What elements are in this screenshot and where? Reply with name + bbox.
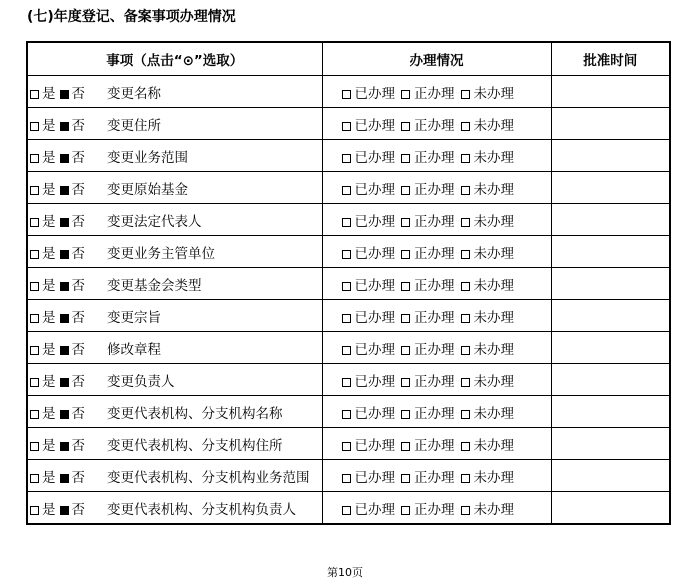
- status-done-label: 已办理: [354, 309, 395, 326]
- approval-time-cell[interactable]: [551, 300, 670, 332]
- table-row: [27, 140, 670, 172]
- item-name: 变更法定代表人: [107, 213, 202, 230]
- no-checkbox[interactable]: [60, 378, 69, 387]
- status-not-done-label: 未办理: [473, 501, 514, 518]
- status-not-done-checkbox[interactable]: [461, 218, 470, 227]
- status-done-checkbox[interactable]: [342, 314, 351, 323]
- approval-time-cell[interactable]: [551, 172, 670, 204]
- no-label: 否: [71, 277, 85, 294]
- status-not-done-label: 未办理: [473, 469, 514, 486]
- status-in-progress-checkbox[interactable]: [401, 410, 410, 419]
- no-checkbox[interactable]: [60, 410, 69, 419]
- yes-label: 是: [42, 373, 56, 390]
- status-in-progress-label: 正办理: [414, 341, 455, 358]
- status-in-progress-checkbox[interactable]: [401, 154, 410, 163]
- status-not-done-label: 未办理: [473, 181, 514, 198]
- status-not-done-checkbox[interactable]: [461, 410, 470, 419]
- status-cell: [322, 140, 551, 172]
- yes-checkbox[interactable]: [30, 122, 39, 131]
- status-not-done-label: 未办理: [473, 309, 514, 326]
- status-in-progress-checkbox[interactable]: [401, 506, 410, 515]
- yes-label: 是: [42, 501, 56, 518]
- item-cell: [27, 300, 322, 332]
- yes-checkbox[interactable]: [30, 378, 39, 387]
- status-in-progress-checkbox[interactable]: [401, 250, 410, 259]
- yes-checkbox[interactable]: [30, 154, 39, 163]
- status-not-done-checkbox[interactable]: [461, 122, 470, 131]
- approval-time-cell[interactable]: [551, 492, 670, 525]
- no-checkbox[interactable]: [60, 90, 69, 99]
- no-checkbox[interactable]: [60, 154, 69, 163]
- status-done-checkbox[interactable]: [342, 154, 351, 163]
- status-done-label: 已办理: [354, 437, 395, 454]
- status-done-checkbox[interactable]: [342, 474, 351, 483]
- approval-time-cell[interactable]: [551, 460, 670, 492]
- status-not-done-checkbox[interactable]: [461, 186, 470, 195]
- status-in-progress-label: 正办理: [414, 277, 455, 294]
- no-checkbox[interactable]: [60, 442, 69, 451]
- status-done-label: 已办理: [354, 341, 395, 358]
- status-cell: [322, 428, 551, 460]
- no-checkbox[interactable]: [60, 218, 69, 227]
- item-name: 变更名称: [107, 85, 161, 102]
- status-in-progress-checkbox[interactable]: [401, 218, 410, 227]
- item-cell: [27, 204, 322, 236]
- item-cell: [27, 428, 322, 460]
- status-cell: [322, 236, 551, 268]
- status-in-progress-label: 正办理: [414, 309, 455, 326]
- status-not-done-label: 未办理: [473, 245, 514, 262]
- no-label: 否: [71, 469, 85, 486]
- no-label: 否: [71, 85, 85, 102]
- yes-checkbox[interactable]: [30, 346, 39, 355]
- registration-table: [26, 41, 671, 525]
- item-name: 变更业务主管单位: [107, 245, 215, 262]
- status-not-done-checkbox[interactable]: [461, 282, 470, 291]
- status-in-progress-label: 正办理: [414, 117, 455, 134]
- status-in-progress-label: 正办理: [414, 405, 455, 422]
- yes-checkbox[interactable]: [30, 506, 39, 515]
- status-in-progress-checkbox[interactable]: [401, 474, 410, 483]
- status-cell: [322, 492, 551, 525]
- status-done-checkbox[interactable]: [342, 442, 351, 451]
- yes-label: 是: [42, 85, 56, 102]
- no-checkbox[interactable]: [60, 186, 69, 195]
- status-not-done-label: 未办理: [473, 405, 514, 422]
- status-cell: [322, 204, 551, 236]
- status-not-done-checkbox[interactable]: [461, 90, 470, 99]
- no-checkbox[interactable]: [60, 314, 69, 323]
- no-checkbox[interactable]: [60, 122, 69, 131]
- status-not-done-checkbox[interactable]: [461, 250, 470, 259]
- status-not-done-label: 未办理: [473, 341, 514, 358]
- yes-checkbox[interactable]: [30, 282, 39, 291]
- item-name: 变更业务范围: [107, 149, 188, 166]
- approval-time-cell[interactable]: [551, 76, 670, 108]
- status-in-progress-checkbox[interactable]: [401, 442, 410, 451]
- status-in-progress-label: 正办理: [414, 373, 455, 390]
- status-done-label: 已办理: [354, 245, 395, 262]
- item-cell: [27, 140, 322, 172]
- yes-checkbox[interactable]: [30, 442, 39, 451]
- status-in-progress-label: 正办理: [414, 245, 455, 262]
- status-not-done-checkbox[interactable]: [461, 506, 470, 515]
- item-name: 变更宗旨: [107, 309, 161, 326]
- status-cell: [322, 460, 551, 492]
- status-done-label: 已办理: [354, 85, 395, 102]
- yes-label: 是: [42, 149, 56, 166]
- status-cell: [322, 76, 551, 108]
- item-name: 变更住所: [107, 117, 161, 134]
- yes-label: 是: [42, 181, 56, 198]
- yes-checkbox[interactable]: [30, 474, 39, 483]
- header-item: 事项（点击“⊙”选取）: [27, 42, 322, 76]
- approval-time-cell[interactable]: [551, 204, 670, 236]
- status-not-done-checkbox[interactable]: [461, 442, 470, 451]
- status-in-progress-label: 正办理: [414, 501, 455, 518]
- table-row: [27, 460, 670, 492]
- yes-checkbox[interactable]: [30, 218, 39, 227]
- item-cell: [27, 268, 322, 300]
- item-cell: [27, 332, 322, 364]
- no-label: 否: [71, 245, 85, 262]
- status-cell: [322, 396, 551, 428]
- item-name: 变更代表机构、分支机构名称: [107, 405, 283, 422]
- status-done-label: 已办理: [354, 117, 395, 134]
- status-in-progress-checkbox[interactable]: [401, 90, 410, 99]
- status-done-label: 已办理: [354, 149, 395, 166]
- yes-checkbox[interactable]: [30, 410, 39, 419]
- page-number: 第10页: [327, 566, 363, 579]
- item-cell: [27, 492, 322, 525]
- status-done-checkbox[interactable]: [342, 378, 351, 387]
- no-checkbox[interactable]: [60, 506, 69, 515]
- yes-label: 是: [42, 213, 56, 230]
- status-done-checkbox[interactable]: [342, 90, 351, 99]
- item-name: 修改章程: [107, 341, 161, 358]
- section-title: (七)年度登记、备案事项办理情况: [27, 9, 236, 25]
- status-not-done-label: 未办理: [473, 213, 514, 230]
- table-row: [27, 428, 670, 460]
- status-cell: [322, 268, 551, 300]
- yes-label: 是: [42, 309, 56, 326]
- status-not-done-checkbox[interactable]: [461, 314, 470, 323]
- status-done-checkbox[interactable]: [342, 186, 351, 195]
- table-row: [27, 108, 670, 140]
- no-checkbox[interactable]: [60, 346, 69, 355]
- status-done-checkbox[interactable]: [342, 410, 351, 419]
- status-done-label: 已办理: [354, 213, 395, 230]
- status-in-progress-label: 正办理: [414, 469, 455, 486]
- status-cell: [322, 364, 551, 396]
- item-name: 变更代表机构、分支机构负责人: [107, 501, 296, 518]
- no-label: 否: [71, 373, 85, 390]
- status-done-label: 已办理: [354, 501, 395, 518]
- item-name: 变更基金会类型: [107, 277, 202, 294]
- item-cell: [27, 236, 322, 268]
- no-label: 否: [71, 405, 85, 422]
- status-not-done-label: 未办理: [473, 149, 514, 166]
- header-approval-time: 批准时间: [551, 42, 670, 76]
- status-done-checkbox[interactable]: [342, 122, 351, 131]
- status-not-done-label: 未办理: [473, 437, 514, 454]
- no-label: 否: [71, 181, 85, 198]
- item-name: 变更代表机构、分支机构业务范围: [107, 469, 310, 486]
- table-header-row: [27, 42, 670, 76]
- status-not-done-label: 未办理: [473, 117, 514, 134]
- status-in-progress-label: 正办理: [414, 85, 455, 102]
- status-done-checkbox[interactable]: [342, 282, 351, 291]
- approval-time-cell[interactable]: [551, 268, 670, 300]
- no-label: 否: [71, 149, 85, 166]
- approval-time-cell[interactable]: [551, 332, 670, 364]
- status-cell: [322, 332, 551, 364]
- status-done-label: 已办理: [354, 373, 395, 390]
- yes-checkbox[interactable]: [30, 90, 39, 99]
- yes-label: 是: [42, 469, 56, 486]
- status-in-progress-label: 正办理: [414, 149, 455, 166]
- approval-time-cell[interactable]: [551, 428, 670, 460]
- status-cell: [322, 108, 551, 140]
- table-row: [27, 300, 670, 332]
- item-cell: [27, 108, 322, 140]
- yes-checkbox[interactable]: [30, 186, 39, 195]
- status-in-progress-label: 正办理: [414, 213, 455, 230]
- status-not-done-checkbox[interactable]: [461, 474, 470, 483]
- status-in-progress-checkbox[interactable]: [401, 122, 410, 131]
- no-label: 否: [71, 437, 85, 454]
- status-not-done-label: 未办理: [473, 277, 514, 294]
- item-name: 变更原始基金: [107, 181, 188, 198]
- item-cell: [27, 460, 322, 492]
- yes-label: 是: [42, 117, 56, 134]
- table-row: [27, 332, 670, 364]
- yes-label: 是: [42, 405, 56, 422]
- header-status: 办理情况: [322, 42, 551, 76]
- status-done-checkbox[interactable]: [342, 218, 351, 227]
- item-name: 变更代表机构、分支机构住所: [107, 437, 283, 454]
- status-cell: [322, 172, 551, 204]
- status-done-label: 已办理: [354, 405, 395, 422]
- status-cell: [322, 300, 551, 332]
- status-in-progress-checkbox[interactable]: [401, 378, 410, 387]
- no-label: 否: [71, 501, 85, 518]
- no-checkbox[interactable]: [60, 474, 69, 483]
- status-in-progress-label: 正办理: [414, 437, 455, 454]
- yes-checkbox[interactable]: [30, 250, 39, 259]
- table-row: [27, 76, 670, 108]
- yes-label: 是: [42, 437, 56, 454]
- status-in-progress-label: 正办理: [414, 181, 455, 198]
- table-row: [27, 204, 670, 236]
- item-cell: [27, 172, 322, 204]
- no-label: 否: [71, 341, 85, 358]
- table-row: [27, 396, 670, 428]
- status-in-progress-checkbox[interactable]: [401, 186, 410, 195]
- status-in-progress-checkbox[interactable]: [401, 282, 410, 291]
- status-not-done-checkbox[interactable]: [461, 378, 470, 387]
- status-not-done-checkbox[interactable]: [461, 346, 470, 355]
- status-not-done-label: 未办理: [473, 373, 514, 390]
- table-row: [27, 172, 670, 204]
- approval-time-cell[interactable]: [551, 236, 670, 268]
- status-done-checkbox[interactable]: [342, 346, 351, 355]
- no-checkbox[interactable]: [60, 282, 69, 291]
- status-done-checkbox[interactable]: [342, 250, 351, 259]
- table-row: [27, 236, 670, 268]
- status-done-label: 已办理: [354, 181, 395, 198]
- status-not-done-checkbox[interactable]: [461, 154, 470, 163]
- status-in-progress-checkbox[interactable]: [401, 346, 410, 355]
- status-done-checkbox[interactable]: [342, 506, 351, 515]
- status-not-done-label: 未办理: [473, 85, 514, 102]
- item-name: 变更负责人: [107, 373, 175, 390]
- table-row: [27, 268, 670, 300]
- status-in-progress-checkbox[interactable]: [401, 314, 410, 323]
- approval-time-cell[interactable]: [551, 140, 670, 172]
- yes-label: 是: [42, 341, 56, 358]
- approval-time-cell[interactable]: [551, 364, 670, 396]
- yes-label: 是: [42, 277, 56, 294]
- status-done-label: 已办理: [354, 469, 395, 486]
- table-row: [27, 492, 670, 525]
- approval-time-cell[interactable]: [551, 108, 670, 140]
- no-label: 否: [71, 117, 85, 134]
- no-label: 否: [71, 213, 85, 230]
- yes-label: 是: [42, 245, 56, 262]
- item-cell: [27, 364, 322, 396]
- no-label: 否: [71, 309, 85, 326]
- item-cell: [27, 76, 322, 108]
- item-cell: [27, 396, 322, 428]
- yes-checkbox[interactable]: [30, 314, 39, 323]
- table-row: [27, 364, 670, 396]
- no-checkbox[interactable]: [60, 250, 69, 259]
- approval-time-cell[interactable]: [551, 396, 670, 428]
- status-done-label: 已办理: [354, 277, 395, 294]
